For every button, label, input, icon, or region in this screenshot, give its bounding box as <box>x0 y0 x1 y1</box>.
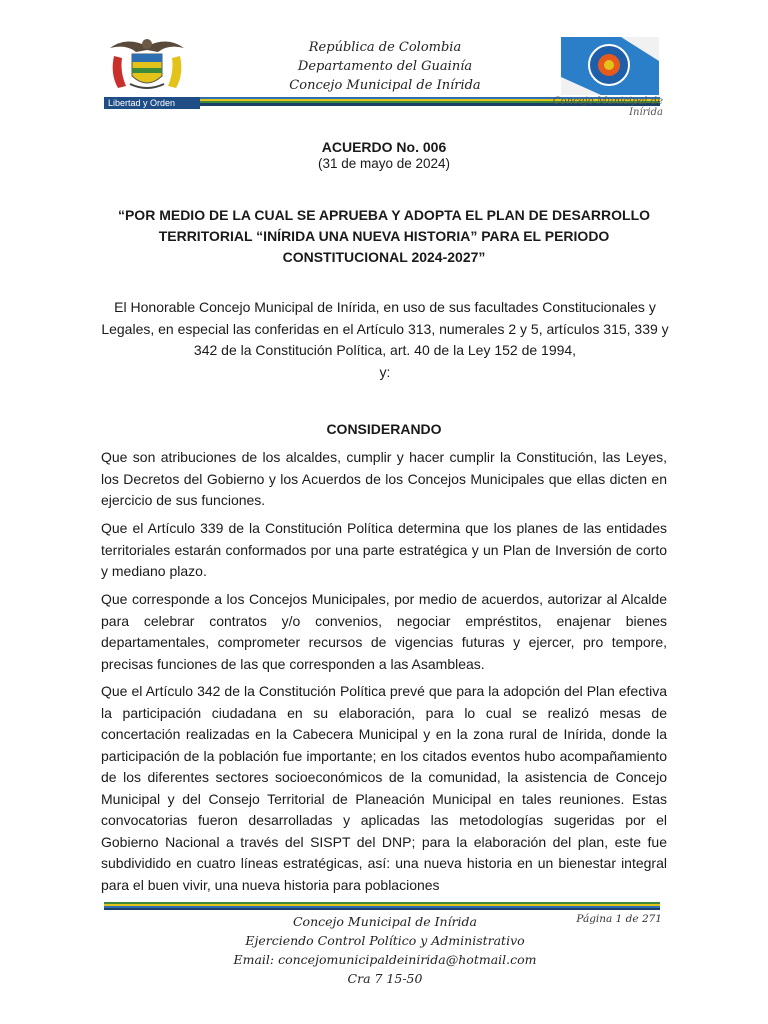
footer-info <box>220 912 550 988</box>
header-line-department: Departamento del Guainía <box>297 59 473 74</box>
agreement-number: ACUERDO No. 006 <box>321 139 447 155</box>
agreement-subject: “POR MEDIO DE LA CUAL SE APRUEBA Y ADOPTA EL PLAN DE DESARROLLO TERRITORIAL “INÍRIDA UNA NUEVA HISTORIA” PARA EL PERIODO CONSTITUCIONAL 2024-2027” <box>117 207 651 265</box>
header-title <box>250 38 520 95</box>
intro-text: El Honorable Concejo Municipal de Inírida, en uso de sus facultades Constitucionales y Legales, en especial las conferidas en el Artículo 313, numerales 2 y 5, artículos 315, 339 y 342 de la Constitución Política, art. 40 de la Ley 152 de 1994, <box>101 299 669 358</box>
intro-end: y: <box>379 363 391 380</box>
council-logo-icon <box>561 37 659 95</box>
paragraph-4: Que el Artículo 342 de la Constitución Política prevé que para la adopción del Plan efectiva la participación ciudadana en su elaboración, para lo cual se realizó mesas de concertación realizadas en la Cabecera Municipal y en la zona rural de Inírida, donde la participación de la población fue importante; en los citados eventos hubo acompañamiento de los diferentes sectores socioeconómicos de la comunidad, la asistencia de Concejo Municipal y del Consejo Territorial de Planeación Municipal en tales reuniones. Estas convocatorias fueron desarrolladas y aplicadas las metodologías sugeridas por el Gobierno Nacional a través del SISPT del DNP; para la elaboración del plan, este fue subdividido en cuatro líneas estratégicas, así: una nueva historia en un bienestar integral para el buen vivir, una nueva historia para poblaciones <box>101 683 667 893</box>
motto-label: Libertad y Orden <box>104 97 200 109</box>
header-line-council: Concejo Municipal de Inírida <box>289 78 481 93</box>
footer-address: Cra 7 15-50 <box>347 971 423 986</box>
paragraph-1: Que son atribuciones de los alcaldes, cumplir y hacer cumplir la Constitución, las Leyes, los Decretos del Gobierno y los Acuerdos de los Concejos Municipales que ellas dicten en ejercicio de sus funciones. <box>101 449 667 508</box>
header-signature: Concejo Municipal de Inírida <box>552 96 663 118</box>
footer-council: Concejo Municipal de Inírida <box>292 914 478 929</box>
paragraph-3: Que corresponde a los Concejos Municipales, por medio de acuerdos, autorizar al Alcalde para celebrar contratos y/o convenios, negociar empréstitos, enajenar bienes departamentales, comprometer recursos de vigencias futuras y ejercer, pro tempore, precisas funciones de las que corresponden a las Asambleas. <box>101 591 667 672</box>
footer-email: Email: concejomunicipaldeinirida@hotmail.com <box>233 952 537 967</box>
page-number: Página 1 de 271 <box>576 913 662 925</box>
footer-divider <box>104 902 660 910</box>
paragraph-2: Que el Artículo 339 de la Constitución Política determina que los planes de las entidades territoriales estarán conformados por una parte estratégica y un Plan de Inversión de corto y mediano plazo. <box>101 520 667 579</box>
considerando-heading: CONSIDERANDO <box>326 421 442 437</box>
agreement-date: (31 de mayo de 2024) <box>317 156 451 171</box>
intro-paragraph <box>101 297 669 383</box>
header-line-republic: República de Colombia <box>308 40 462 55</box>
footer-slogan: Ejerciendo Control Político y Administrativo <box>245 933 525 948</box>
coat-of-arms-icon <box>106 34 188 96</box>
